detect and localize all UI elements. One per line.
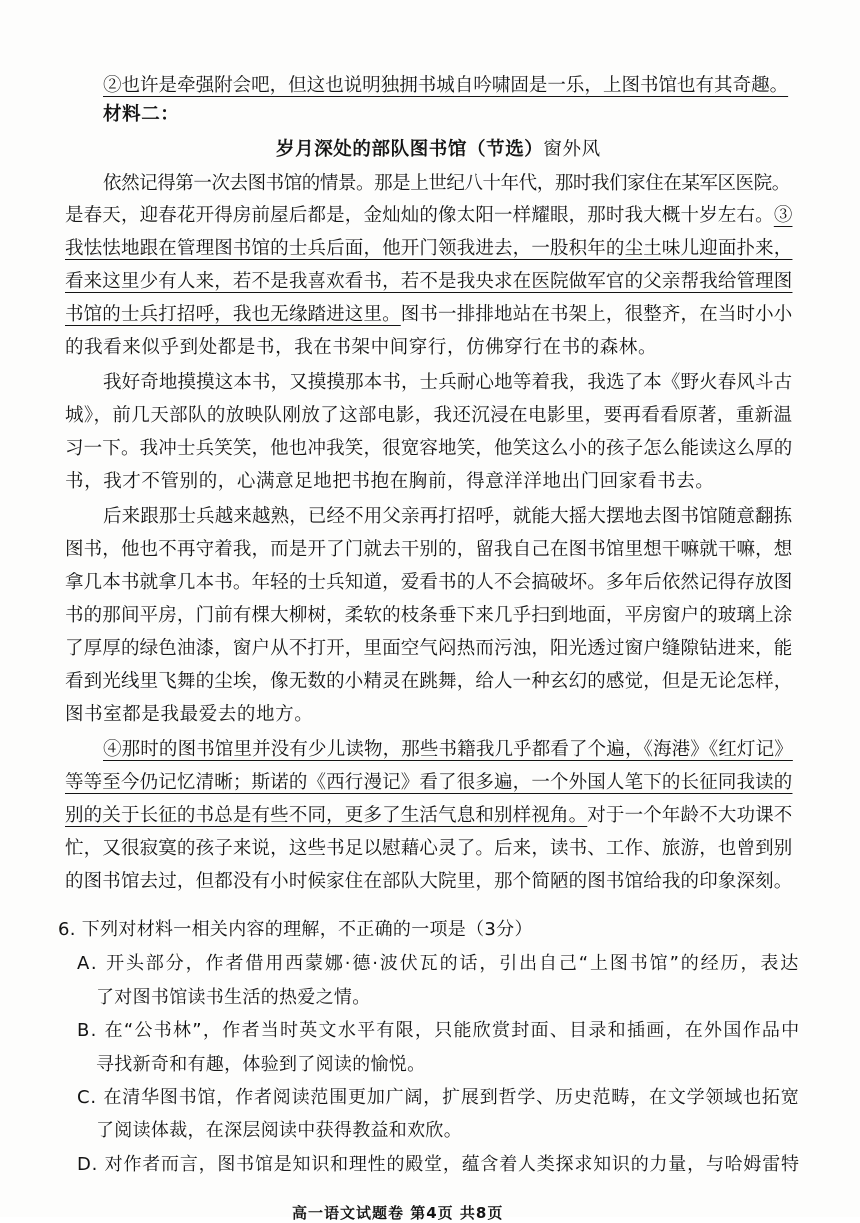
passage-text: 看到光线里飞舞的尘埃，像无数的小精灵在跳舞，给人一种玄幻的感觉，但是无论怎样， (65, 671, 793, 692)
passage-line (103, 171, 790, 197)
passage-text: 图书室都是我最爱去的地方。 (65, 704, 314, 725)
passage-line (65, 836, 792, 862)
passage-line (65, 236, 792, 262)
underlined-text: 别的关于长征的书总是有些不同，更多了生活气息和别样视角。 (65, 805, 588, 826)
option-line: D. 对作者而言，图书馆是知识和理性的殿堂，蕴含着人类探求知识的力量，与哈姆雷特 (77, 1154, 800, 1175)
passage-text: 窗外风 (543, 139, 601, 160)
passage-text: 城》，前几天部队的放映队刚放了这部电影，我还沉浸在电影里，要再看看原著，重新温 (65, 405, 793, 426)
underlined-text: 我怯怯地跟在管理图书馆的士兵后面，他开门领我进去，一股积年的尘土味儿迎面扑来， (65, 238, 793, 259)
passage-line (65, 803, 792, 829)
passage-text: 习一下。我冲士兵笑笑，他也冲我笑，很宽容地笑，他笑这么小的孩子怎么能读这么厚的 (65, 438, 793, 459)
passage-text: 的我看来似乎到处都是书，我在书架中间穿行，仿佛穿行在书的森林。 (65, 337, 658, 358)
passage-line (276, 137, 601, 163)
passage-line (103, 504, 792, 530)
passage-text: 图书，他也不再守着我，而是开了门就去干别的，留我自己在图书馆里想干嘛就干嘛，想 (65, 539, 793, 560)
passage-line (65, 636, 792, 662)
passage-line (65, 869, 792, 895)
passage-line (65, 403, 792, 429)
underlined-text: ②也许是牵强附会吧，但这也说明独拥书城自吟啸固是一乐，上图书馆也有其奇趣。 (103, 75, 789, 96)
option-line: B. 在“公书林”，作者当时英文水平有限，只能欣赏封面、目录和插画，在外国作品中 (77, 1020, 801, 1041)
passage-text: 依然记得第一次去图书馆的情景。那是上世纪八十年代，那时我们家住在某军区医院。 (103, 173, 790, 194)
passage-line (65, 469, 714, 495)
question-stem: 6. 下列对材料一相关内容的理解，不正确的一项是（3分） (58, 919, 533, 940)
passage-text: 是春天，迎春花开得房前屋后都是，金灿灿的像太阳一样耀眼，那时我大概十岁左右。 (65, 205, 774, 226)
passage-text: 书，我才不管别的，心满意足地把书抱在胸前，得意洋洋地出门回家看书去。 (65, 471, 715, 492)
passage-text: 了厚厚的绿色油漆，窗户从不打开，里面空气闷热而污浊，阳光透过窗户缝隙钻进来，能 (65, 638, 793, 659)
option-line: 寻找新奇和有趣，体验到了阅读的愉悦。 (96, 1054, 426, 1075)
underlined-text: 书馆的士兵打招呼，我也无缘踏进这里。 (65, 304, 401, 325)
passage-text: 岁月深处的部队图书馆（节选） (276, 139, 544, 160)
passage-line (65, 570, 792, 596)
page-footer: 高一语文试题卷 第4页 共8页 (292, 1204, 504, 1222)
passage-text: 对于一个年龄不大功课不 (587, 805, 793, 826)
passage-text: 书的那间平房，门前有棵大柳树，柔软的枝条垂下来几乎扫到地面，平房窗户的玻璃上涂 (65, 605, 793, 626)
passage-text: 我好奇地摸摸这本书，又摸摸那本书，士兵耐心地等着我，我选了本《野火春风斗古 (103, 372, 793, 393)
underlined-text: ④那时的图书馆里并没有少儿读物，那些书籍我几乎都看了个遍，《海港》《红灯记》 (103, 739, 793, 760)
passage-text: 图书一排排地站在书架上，很整齐，在当时小小 (400, 304, 793, 325)
passage-line (103, 737, 793, 763)
passage-line (65, 603, 792, 629)
passage-line (65, 302, 792, 328)
passage-line (103, 73, 788, 99)
underlined-text: ③ (773, 205, 793, 226)
passage-text: 的图书馆去过，但都没有小时候家住在部队大院里，那个简陋的图书馆给我的印象深刻。 (65, 871, 793, 892)
passage-text: 忙，又很寂寞的孩子来说，这些书足以慰藉心灵了。后来，读书、工作、旅游，也曾到别 (65, 838, 793, 859)
passage-line (65, 537, 792, 563)
passage-line (65, 436, 792, 462)
passage-line (65, 702, 313, 728)
passage-text: 后来跟那士兵越来越熟，已经不用父亲再打招呼，就能大摇大摆地去图书馆随意翻拣 (103, 506, 793, 527)
passage-text: 材料二： (103, 104, 180, 125)
underlined-text: 看来这里少有人来，若不是我喜欢看书，若不是我央求在医院做军官的父亲帮我给管理图 (65, 271, 793, 292)
passage-text: 拿几本书就拿几本书。年轻的士兵知道，爱看书的人不会搞破坏。多年后依然记得存放图 (65, 572, 793, 593)
passage-line (103, 370, 792, 396)
passage-line (103, 102, 179, 128)
option-line: 了对图书馆读书生活的热爱之情。 (96, 987, 371, 1008)
option-line: 了阅读体裁，在深层阅读中获得教益和欢欣。 (96, 1120, 462, 1141)
passage-line (65, 203, 792, 229)
passage-line (65, 269, 792, 295)
underlined-text: 等等至今仍记忆清晰；斯诺的《西行漫记》看了很多遍，一个外国人笔下的长征同我读的 (65, 772, 793, 793)
passage-line (65, 669, 792, 695)
passage-line (65, 335, 657, 361)
option-line: C. 在清华图书馆，作者阅读范围更加广阔，扩展到哲学、历史范畴，在文学领域也拓宽 (77, 1087, 800, 1108)
passage-line (65, 770, 792, 796)
option-line: A. 开头部分，作者借用西蒙娜·德·波伏瓦的话，引出自己“上图书馆”的经历，表达 (77, 953, 801, 974)
